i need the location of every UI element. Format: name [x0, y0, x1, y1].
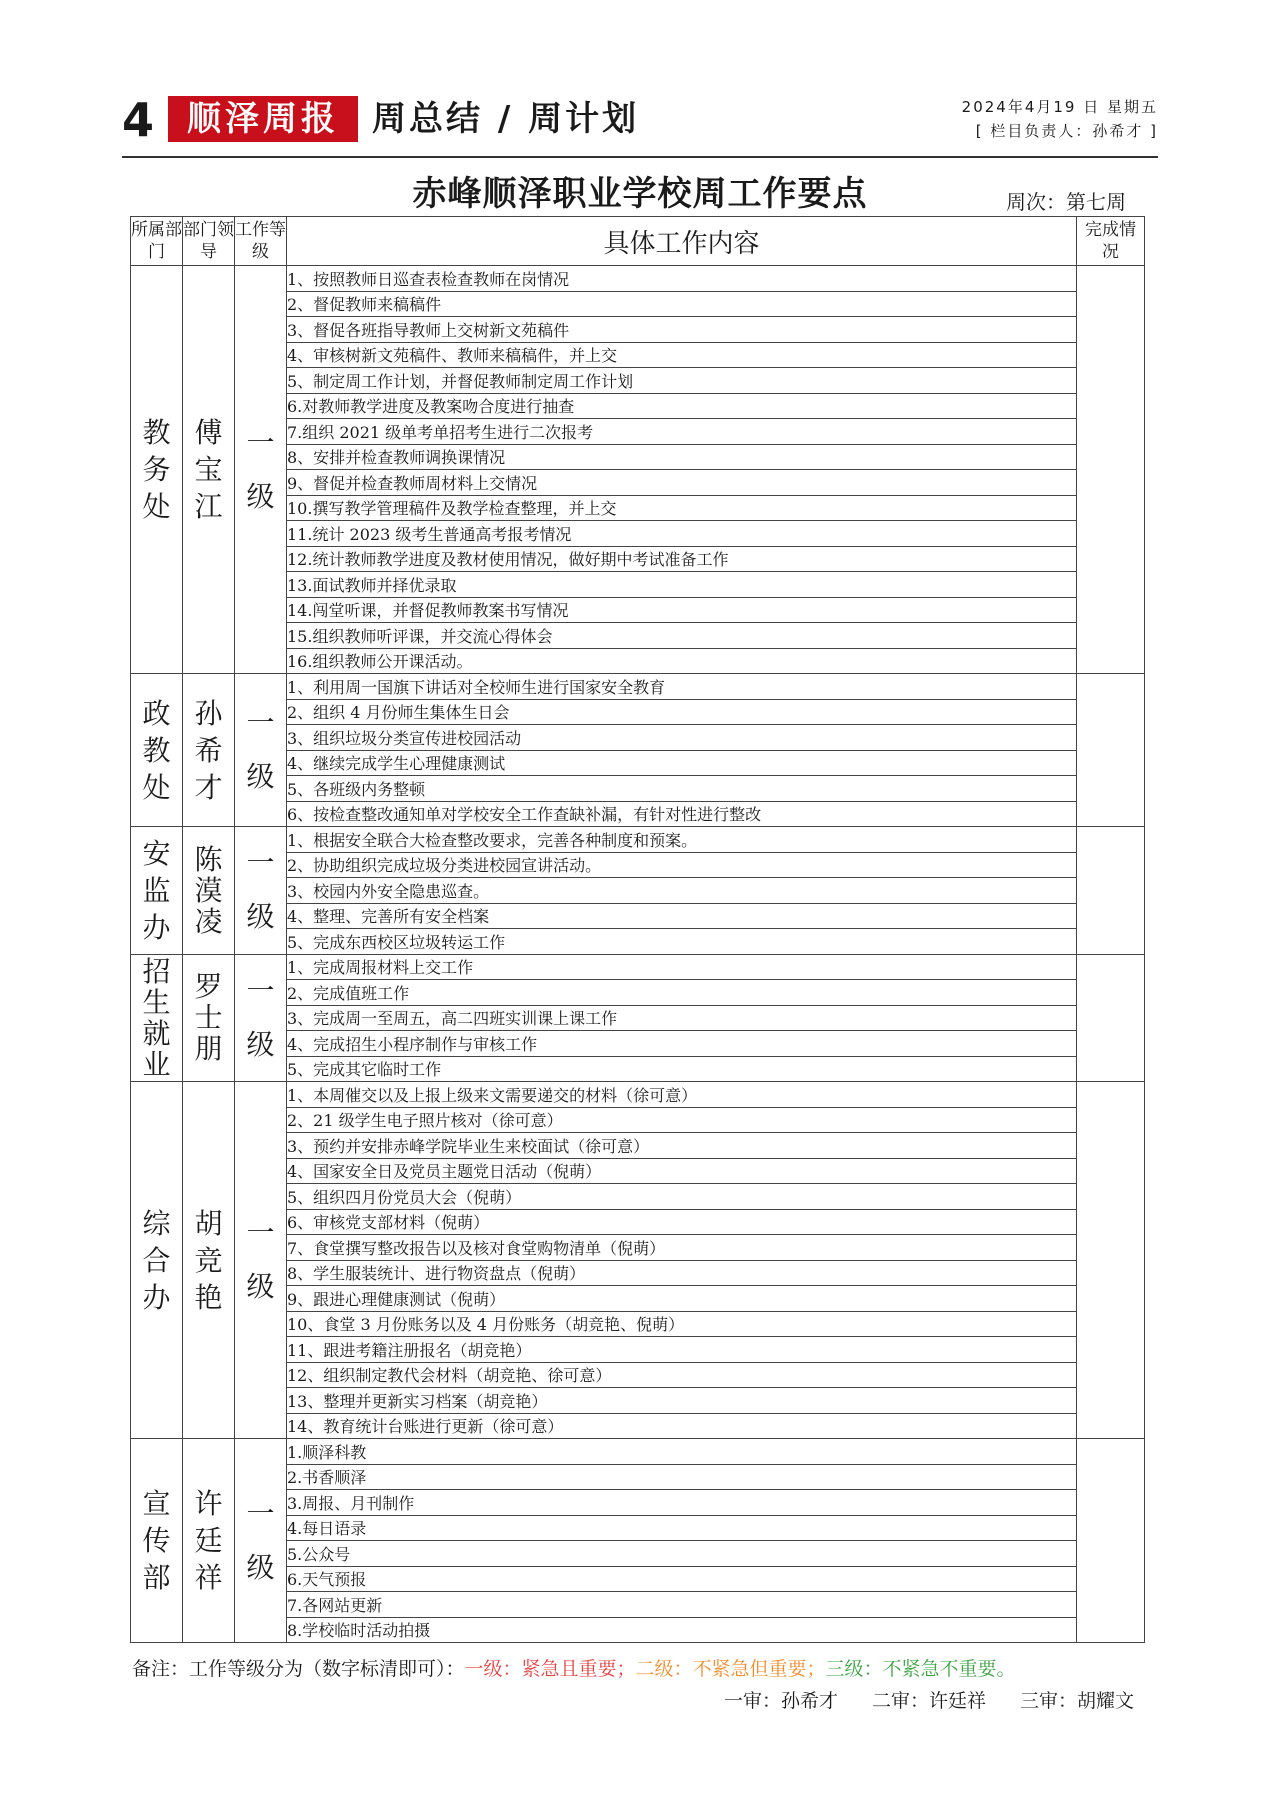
third-review: 三审：胡耀文	[1019, 1690, 1134, 1712]
work-item: 2、督促教师来稿稿件	[287, 291, 1077, 317]
department-name	[131, 1439, 183, 1643]
department-name	[131, 674, 183, 827]
table-row	[131, 1082, 1145, 1108]
work-item: 9、督促并检查教师周材料上交情况	[287, 470, 1077, 496]
table-row	[131, 1439, 1145, 1465]
work-item: 4.每日语录	[287, 1515, 1077, 1541]
table-row	[131, 674, 1145, 700]
department-leader	[183, 1082, 235, 1439]
work-level	[235, 266, 287, 674]
remark-prefix: 备注：工作等级分为（数字标清即可）：	[132, 1658, 465, 1680]
department-name	[131, 827, 183, 955]
work-item: 6、审核党支部材料（倪萌）	[287, 1209, 1077, 1235]
work-item: 2、组织 4 月份师生集体生日会	[287, 699, 1077, 725]
page-header	[122, 90, 1158, 154]
work-item: 4、审核树新文苑稿件、教师来稿稿件，并上交	[287, 342, 1077, 368]
department-name-text: 安监办	[142, 836, 171, 944]
department-leader	[183, 1439, 235, 1643]
completion-status-cell[interactable]	[1077, 674, 1145, 827]
table-row	[131, 266, 1145, 292]
completion-status-cell[interactable]	[1077, 827, 1145, 955]
work-level-text: 一级	[246, 425, 275, 513]
work-item: 11.统计 2023 级考生普通高考报考情况	[287, 521, 1077, 547]
work-item: 5、完成东西校区垃圾转运工作	[287, 929, 1077, 955]
work-item: 2、完成值班工作	[287, 980, 1077, 1006]
work-level-text: 一级	[246, 1216, 275, 1303]
work-item: 3.周报、月刊制作	[287, 1490, 1077, 1516]
issue-date: 2024年4月19 日 星期五	[961, 98, 1158, 116]
work-level-text: 一级	[246, 1496, 275, 1584]
work-level-text: 一级	[246, 973, 275, 1061]
work-level-text: 一级	[246, 706, 275, 793]
work-item: 1、完成周报材料上交工作	[287, 954, 1077, 980]
table-body	[131, 266, 1145, 1643]
header-leader: 部门领导	[183, 217, 235, 266]
level3-legend: 三级：不紧急不重要。	[825, 1658, 1016, 1680]
column-editor: [ 栏目负责人：孙希才 ]	[975, 122, 1158, 140]
department-name-text: 政教处	[142, 696, 171, 804]
work-item: 6、按检查整改通知单对学校安全工作查缺补漏，有针对性进行整改	[287, 801, 1077, 827]
work-item: 8、学生服装统计、进行物资盘点（倪萌）	[287, 1260, 1077, 1286]
work-item: 8、安排并检查教师调换课情况	[287, 444, 1077, 470]
department-name-text: 教务处	[142, 416, 171, 523]
work-item: 6.对教师教学进度及教案吻合度进行抽查	[287, 393, 1077, 419]
remark-note	[132, 1654, 1016, 1681]
work-item: 2、协助组织完成垃圾分类进校园宣讲活动。	[287, 852, 1077, 878]
table-row	[131, 954, 1145, 980]
department-leader	[183, 954, 235, 1082]
work-item: 1、按照教师日巡查表检查教师在岗情况	[287, 266, 1077, 292]
second-review: 二审：许廷祥	[871, 1690, 986, 1712]
department-leader	[183, 827, 235, 955]
work-item: 3、校园内外安全隐患巡查。	[287, 878, 1077, 904]
first-review: 一审：孙希才	[723, 1690, 838, 1712]
document-title: 赤峰顺泽职业学校周工作要点	[412, 174, 868, 214]
work-item: 16.组织教师公开课活动。	[287, 648, 1077, 674]
work-item: 1、本周催交以及上报上级来文需要递交的材料（徐可意）	[287, 1082, 1077, 1108]
work-item: 9、跟进心理健康测试（倪萌）	[287, 1286, 1077, 1312]
completion-status-cell[interactable]	[1077, 1439, 1145, 1643]
completion-status-cell[interactable]	[1077, 954, 1145, 1082]
department-leader	[183, 266, 235, 674]
work-item: 3、预约并安排赤峰学院毕业生来校面试（徐可意）	[287, 1133, 1077, 1159]
work-item: 8.学校临时活动拍摄	[287, 1617, 1077, 1643]
department-name	[131, 954, 183, 1082]
level1-legend: 一级：紧急且重要；	[464, 1658, 636, 1680]
header-content: 具体工作内容	[287, 217, 1077, 266]
work-level	[235, 1082, 287, 1439]
table-row	[131, 827, 1145, 853]
work-item: 1.顺泽科教	[287, 1439, 1077, 1465]
work-item: 10.撰写教学管理稿件及教学检查整理，并上交	[287, 495, 1077, 521]
work-item: 3、组织垃圾分类宣传进校园活动	[287, 725, 1077, 751]
work-item: 12、组织制定教代会材料（胡竞艳、徐可意）	[287, 1362, 1077, 1388]
department-leader	[183, 674, 235, 827]
department-name-text: 宣传部	[142, 1487, 171, 1594]
work-item: 5、各班级内务整顿	[287, 776, 1077, 802]
work-item: 12.统计教师教学进度及教材使用情况，做好期中考试准备工作	[287, 546, 1077, 572]
work-item: 4、继续完成学生心理健康测试	[287, 750, 1077, 776]
work-level	[235, 827, 287, 955]
work-item: 1、根据安全联合大检查整改要求，完善各种制度和预案。	[287, 827, 1077, 853]
work-item: 10、食堂 3 月份账务以及 4 月份账务（胡竞艳、倪萌）	[287, 1311, 1077, 1337]
work-item: 15.组织教师听评课，并交流心得体会	[287, 623, 1077, 649]
work-item: 1、利用周一国旗下讲话对全校师生进行国家安全教育	[287, 674, 1077, 700]
review-signatures	[690, 1686, 1134, 1713]
header-status: 完成情况	[1077, 217, 1145, 266]
work-plan-table	[130, 216, 1145, 1643]
department-leader-text: 罗士朋	[194, 970, 223, 1066]
work-item: 6.天气预报	[287, 1566, 1077, 1592]
department-leader-text: 许廷祥	[194, 1487, 223, 1594]
header-divider	[122, 156, 1158, 158]
department-name	[131, 1082, 183, 1439]
work-item: 3、督促各班指导教师上交树新文苑稿件	[287, 317, 1077, 343]
work-item: 14.闯堂听课，并督促教师教案书写情况	[287, 597, 1077, 623]
work-item: 13.面试教师并择优录取	[287, 572, 1077, 598]
section-title: 周总结 / 周计划	[372, 99, 640, 139]
department-leader-text: 孙希才	[194, 696, 223, 804]
work-level-text: 一级	[246, 846, 275, 934]
department-name-text: 招生就业	[142, 954, 171, 1081]
work-item: 2.书香顺泽	[287, 1464, 1077, 1490]
week-label: 周次：第七周	[1006, 190, 1126, 214]
completion-status-cell[interactable]	[1077, 266, 1145, 674]
work-level	[235, 674, 287, 827]
department-leader-text: 胡竞艳	[194, 1206, 223, 1314]
completion-status-cell[interactable]	[1077, 1082, 1145, 1439]
masthead-logo: 顺泽周报	[168, 96, 358, 142]
page-number: 4	[122, 93, 155, 147]
work-item: 4、国家安全日及党员主题党日活动（倪萌）	[287, 1158, 1077, 1184]
work-item: 7.组织 2021 级单考单招考生进行二次报考	[287, 419, 1077, 445]
work-item: 4、完成招生小程序制作与审核工作	[287, 1031, 1077, 1057]
work-item: 5、制定周工作计划，并督促教师制定周工作计划	[287, 368, 1077, 394]
work-item: 3、完成周一至周五，高二四班实训课上课工作	[287, 1005, 1077, 1031]
work-item: 14、教育统计台账进行更新（徐可意）	[287, 1413, 1077, 1439]
department-name	[131, 266, 183, 674]
header-level: 工作等级	[235, 217, 287, 266]
work-item: 7.各网站更新	[287, 1592, 1077, 1618]
work-item: 4、整理、完善所有安全档案	[287, 903, 1077, 929]
work-item: 11、跟进考籍注册报名（胡竞艳）	[287, 1337, 1077, 1363]
header-dept: 所属部门	[131, 217, 183, 266]
work-level	[235, 1439, 287, 1643]
work-item: 5.公众号	[287, 1541, 1077, 1567]
department-name-text: 综合办	[142, 1206, 171, 1314]
level2-legend: 二级：不紧急但重要；	[635, 1658, 826, 1680]
work-item: 5、完成其它临时工作	[287, 1056, 1077, 1082]
work-item: 2、21 级学生电子照片核对（徐可意）	[287, 1107, 1077, 1133]
work-item: 5、组织四月份党员大会（倪萌）	[287, 1184, 1077, 1210]
work-level	[235, 954, 287, 1082]
department-leader-text: 傅宝江	[194, 416, 223, 523]
table-header-row	[131, 217, 1145, 266]
department-leader-text: 陈漠凌	[194, 842, 223, 938]
work-item: 13、整理并更新实习档案（胡竞艳）	[287, 1388, 1077, 1414]
work-item: 7、食堂撰写整改报告以及核对食堂购物清单（倪萌）	[287, 1235, 1077, 1261]
